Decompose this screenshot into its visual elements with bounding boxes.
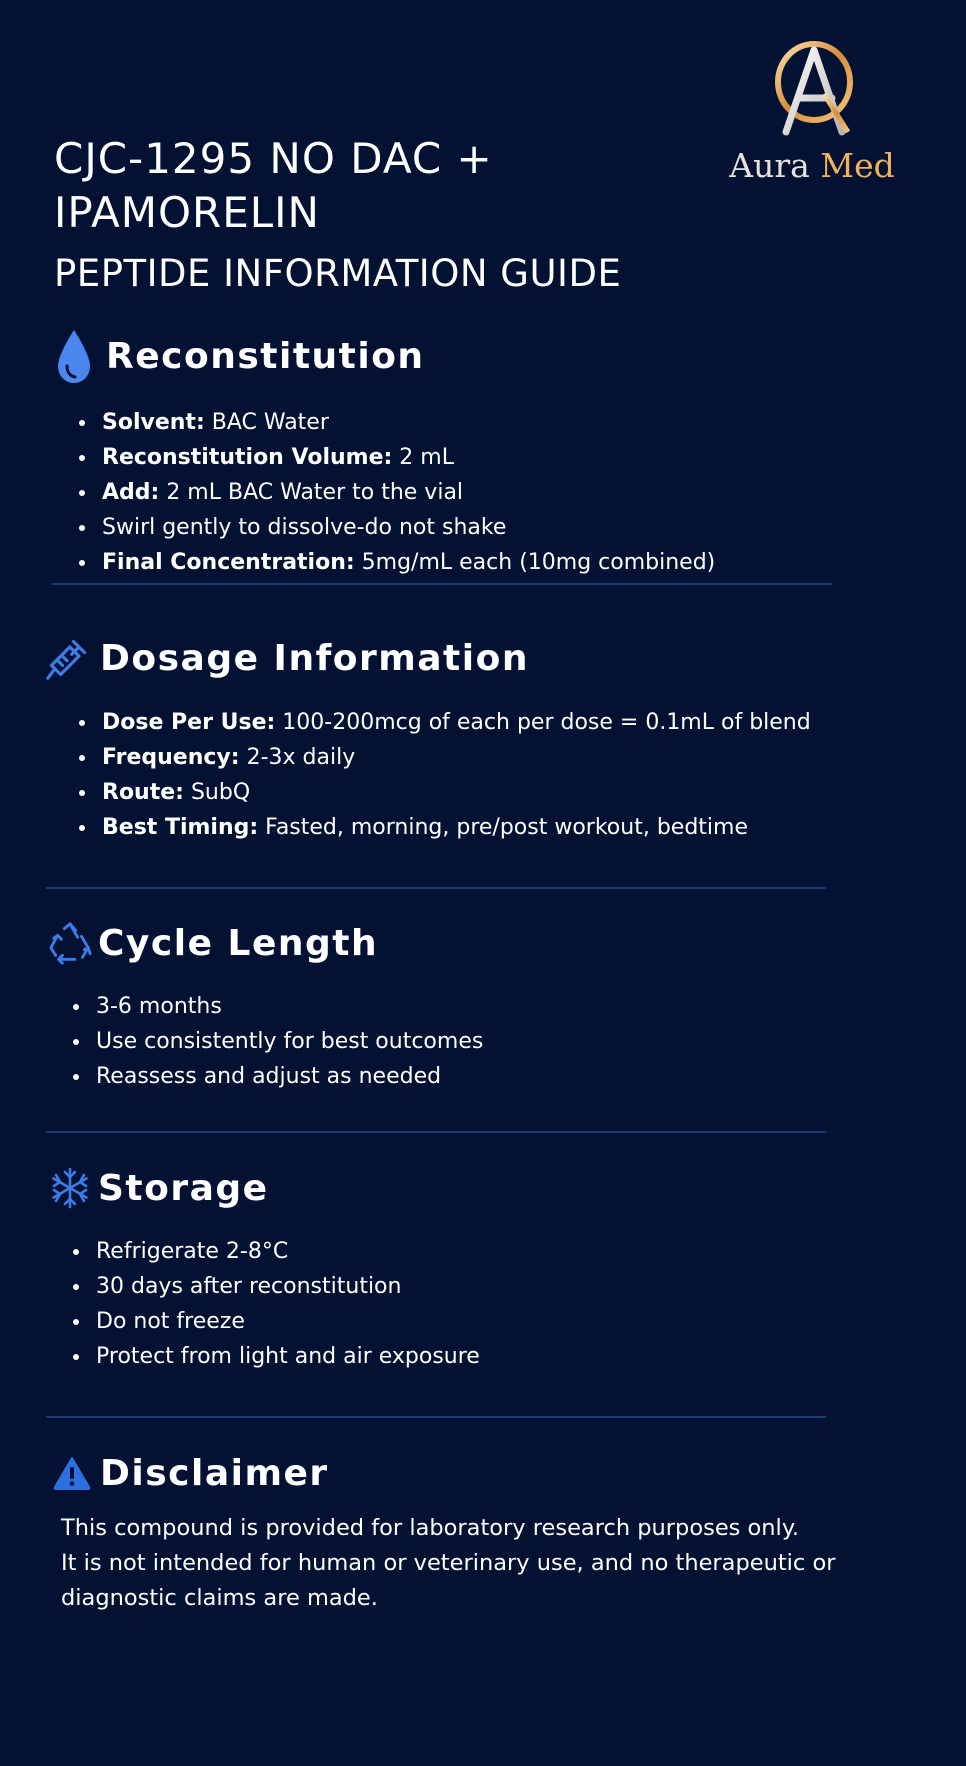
disclaimer-line-2: It is not intended for human or veterinary use, and no therapeutic or	[61, 1550, 836, 1576]
list-item: Refrigerate 2-8°C	[70, 1234, 480, 1269]
logo-wordmark	[712, 146, 912, 185]
warning-icon	[50, 1451, 94, 1495]
list-item: Swirl gently to dissolve-do not shake	[76, 510, 715, 545]
disclaimer-line-3: diagnostic claims are made.	[61, 1585, 378, 1611]
list-item: Solvent: BAC Water	[76, 405, 715, 440]
list-item: Frequency: 2-3x daily	[76, 740, 811, 775]
section-cycle-header	[48, 921, 378, 965]
page-title	[54, 132, 614, 240]
section-disclaimer-heading: Disclaimer	[100, 1452, 329, 1494]
section-storage-heading: Storage	[98, 1167, 269, 1209]
section-dosage-header	[46, 636, 529, 680]
logo-word-med: Med	[820, 146, 895, 185]
dosage-list	[76, 705, 811, 845]
reconstitution-list	[76, 405, 715, 580]
divider	[46, 1416, 826, 1418]
section-storage-header	[48, 1166, 269, 1210]
auramed-logo	[712, 36, 912, 194]
list-item: Use consistently for best outcomes	[70, 1024, 483, 1059]
divider	[46, 1131, 826, 1133]
section-cycle-heading: Cycle Length	[98, 922, 379, 964]
recycle-icon	[48, 921, 92, 965]
storage-list	[70, 1234, 480, 1374]
section-disclaimer-header	[50, 1451, 329, 1495]
page-subtitle: PEPTIDE INFORMATION GUIDE	[54, 252, 622, 295]
syringe-icon	[46, 636, 90, 680]
cycle-list	[70, 989, 483, 1094]
title-line-1: CJC-1295 NO DAC +	[54, 134, 493, 183]
list-item: Final Concentration: 5mg/mL each (10mg combined)	[76, 545, 715, 580]
list-item: Protect from light and air exposure	[70, 1339, 480, 1374]
divider	[52, 583, 832, 585]
list-item: Route: SubQ	[76, 775, 811, 810]
list-item: Add: 2 mL BAC Water to the vial	[76, 475, 715, 510]
section-reconstitution-header	[52, 334, 425, 378]
list-item: 3-6 months	[70, 989, 483, 1024]
section-reconstitution-heading: Reconstitution	[106, 335, 425, 377]
logo-word-aura: Aura	[729, 146, 810, 185]
disclaimer-line-1: This compound is provided for laboratory research purposes only.	[61, 1515, 800, 1541]
list-item: Dose Per Use: 100-200mcg of each per dose = 0.1mL of blend	[76, 705, 811, 740]
snowflake-icon	[48, 1166, 92, 1210]
title-line-2: IPAMORELIN	[54, 188, 320, 237]
list-item: Reconstitution Volume: 2 mL	[76, 440, 715, 475]
disclaimer-text	[61, 1511, 891, 1616]
water-drop-icon	[52, 334, 96, 378]
section-dosage-heading: Dosage Information	[100, 637, 529, 679]
list-item: Do not freeze	[70, 1304, 480, 1339]
logo-emblem-icon	[762, 36, 862, 148]
divider	[46, 887, 826, 889]
list-item: Reassess and adjust as needed	[70, 1059, 483, 1094]
list-item: Best Timing: Fasted, morning, pre/post workout, bedtime	[76, 810, 811, 845]
list-item: 30 days after reconstitution	[70, 1269, 480, 1304]
